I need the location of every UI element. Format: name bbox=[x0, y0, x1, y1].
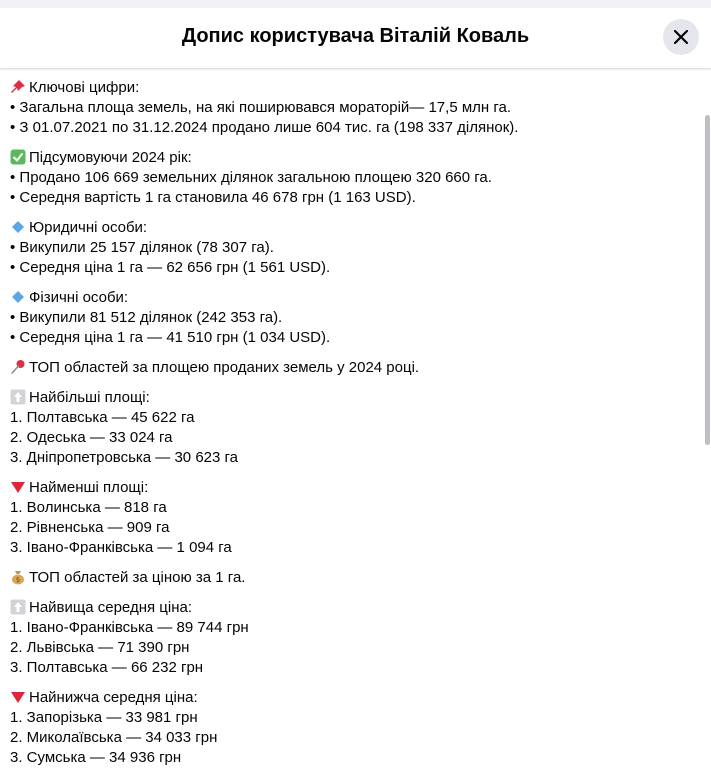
list-item: 3. Дніпропетровська — 30 623 га bbox=[10, 449, 238, 466]
post-section bbox=[10, 358, 700, 378]
svg-text:$: $ bbox=[15, 576, 21, 584]
post-section bbox=[10, 478, 700, 558]
section-heading-text: Найбільші площі: bbox=[29, 389, 150, 406]
blue-diamond-icon bbox=[10, 219, 26, 235]
post-section bbox=[10, 598, 700, 678]
section-heading-text: Фізичні особи: bbox=[29, 289, 129, 306]
post-section bbox=[10, 288, 700, 348]
list-item: 2. Миколаївська — 34 033 грн bbox=[10, 729, 218, 746]
scrollbar-thumb[interactable] bbox=[705, 115, 710, 445]
red-triangle-down-icon bbox=[10, 479, 26, 495]
post-section bbox=[10, 388, 700, 468]
list-item: 1. Волинська — 818 га bbox=[10, 499, 167, 516]
section-heading bbox=[10, 288, 700, 308]
section-heading bbox=[10, 148, 700, 168]
pushpin-icon bbox=[10, 79, 26, 95]
list-item: 3. Івано-Франківська — 1 094 га bbox=[10, 539, 232, 556]
post-section bbox=[10, 568, 700, 588]
section-heading-text: Найнижча середня ціна: bbox=[29, 689, 198, 706]
section-heading-text: Юридичні особи: bbox=[29, 219, 148, 236]
list-item: • Продано 106 669 земельних ділянок загальною площею 320 660 га. bbox=[10, 169, 492, 186]
list-item: • З 01.07.2021 по 31.12.2024 продано лише 604 тис. га (198 337 ділянок). bbox=[10, 119, 519, 136]
up-arrow-icon bbox=[10, 599, 26, 615]
post-section bbox=[10, 78, 700, 138]
list-item: • Середня ціна 1 га — 62 656 грн (1 561 USD). bbox=[10, 259, 331, 276]
blue-diamond-icon bbox=[10, 289, 26, 305]
list-item: • Середня ціна 1 га — 41 510 грн (1 034 USD). bbox=[10, 329, 331, 346]
section-heading bbox=[10, 568, 700, 588]
close-icon bbox=[673, 29, 689, 45]
post-section bbox=[10, 688, 700, 768]
up-arrow-icon bbox=[10, 389, 26, 405]
dialog-title: Допис користувача Віталій Коваль bbox=[181, 25, 530, 47]
red-triangle-down-icon bbox=[10, 689, 26, 705]
section-heading bbox=[10, 218, 700, 238]
close-button[interactable] bbox=[663, 19, 699, 55]
list-item: 1. Запорізька — 33 981 грн bbox=[10, 709, 198, 726]
check-mark-icon bbox=[10, 149, 26, 165]
section-heading-text: Найменші площі: bbox=[29, 479, 149, 496]
post-body bbox=[10, 78, 700, 778]
list-item: • Середня вартість 1 га становила 46 678 грн (1 163 USD). bbox=[10, 189, 416, 206]
section-heading-text: ТОП областей за площею проданих земель у 2024 році. bbox=[29, 359, 420, 376]
section-heading-text: Підсумовуючи 2024 рік: bbox=[29, 149, 192, 166]
section-heading bbox=[10, 358, 700, 378]
section-heading-text: Найвища середня ціна: bbox=[29, 599, 192, 616]
section-heading bbox=[10, 78, 700, 98]
list-item: 2. Одеська — 33 024 га bbox=[10, 429, 173, 446]
section-heading bbox=[10, 388, 700, 408]
section-heading bbox=[10, 478, 700, 498]
list-item: • Викупили 25 157 ділянок (78 307 га). bbox=[10, 239, 274, 256]
post-dialog-header bbox=[0, 8, 711, 69]
section-heading bbox=[10, 688, 700, 708]
list-item: 1. Полтавська — 45 622 га bbox=[10, 409, 195, 426]
list-item: 2. Рівненська — 909 га bbox=[10, 519, 170, 536]
section-heading bbox=[10, 598, 700, 618]
round-pushpin-icon bbox=[10, 359, 26, 375]
list-item: 3. Полтавська — 66 232 грн bbox=[10, 659, 204, 676]
section-heading-text: ТОП областей за ціною за 1 га. bbox=[29, 569, 246, 586]
money-bag-icon bbox=[10, 569, 26, 585]
list-item: 2. Львівська — 71 390 грн bbox=[10, 639, 190, 656]
list-item: 1. Івано-Франківська — 89 744 грн bbox=[10, 619, 249, 636]
section-heading-text: Ключові цифри: bbox=[29, 79, 140, 96]
list-item: • Загальна площа земель, на які поширювався мораторій— 17,5 млн га. bbox=[10, 99, 511, 116]
post-section bbox=[10, 218, 700, 278]
post-section bbox=[10, 148, 700, 208]
list-item: 3. Сумська — 34 936 грн bbox=[10, 749, 182, 766]
list-item: • Викупили 81 512 ділянок (242 353 га). bbox=[10, 309, 283, 326]
